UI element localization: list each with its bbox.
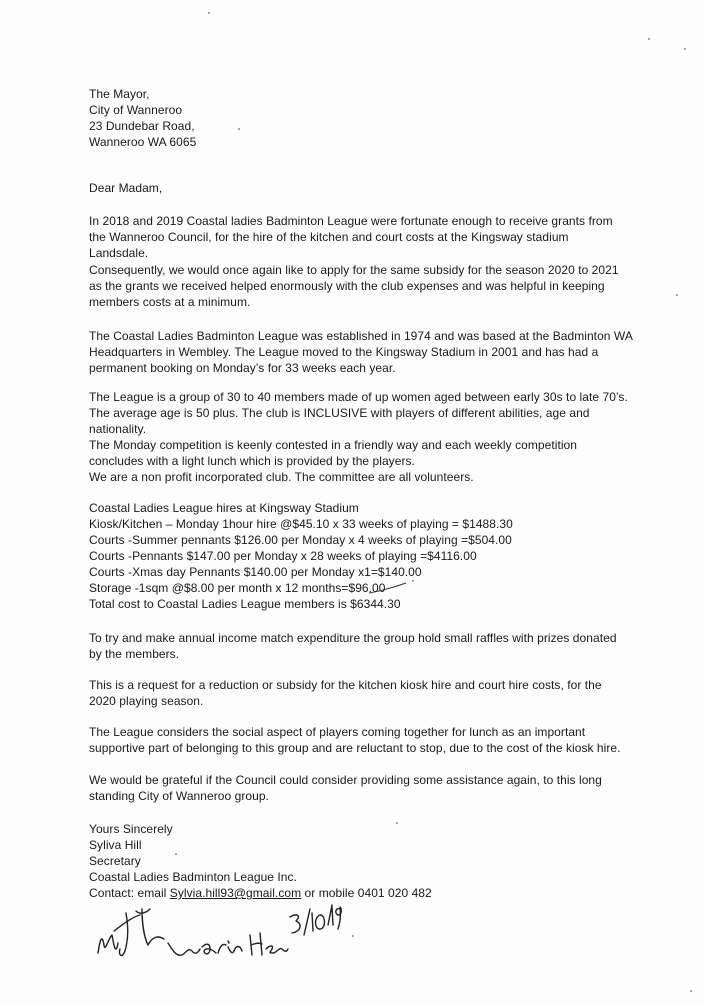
scan-speck: [208, 12, 210, 14]
text-line: nationality.: [89, 422, 147, 436]
sender-title: Secretary: [89, 854, 141, 868]
hire-item: Courts -Pennants $147.00 per Monday x 28 weeks of playing =$4116.00: [89, 549, 477, 563]
contact-prefix: Contact: email: [89, 886, 170, 900]
hire-list-heading: Coastal Ladies League hires at Kingsway Stadium: [89, 501, 359, 515]
scan-speck: [175, 853, 177, 855]
text-line: 2020 playing season.: [89, 694, 204, 708]
text-line: The Coastal Ladies Badminton League was established in 1974 and was based at the Badminton WA: [89, 329, 633, 343]
hire-item: Courts -Xmas day Pennants $140.00 per Monday x1=$140.00: [89, 565, 422, 579]
text-line: supportive part of belonging to this group and are reluctant to stop, due to the cost of the kiosk hire.: [89, 741, 621, 755]
text-line: permanent booking on Monday’s for 33 weeks each year.: [89, 361, 396, 375]
text-line: We are a non profit incorporated club. The committee are all volunteers.: [89, 470, 474, 484]
text-line: standing City of Wanneroo group.: [89, 789, 269, 803]
text-line: as the grants we received helped enormously with the club expenses and was helpful in keeping: [89, 279, 605, 293]
text-line: Headquarters in Wembley. The League moved to the Kingsway Stadium in 2001 and has had a: [89, 345, 599, 359]
handwritten-signature: [92, 895, 342, 975]
scan-speck: [238, 128, 240, 130]
address-org: City of Wanneroo: [89, 103, 183, 117]
contact-suffix: or mobile 0401 020 482: [301, 886, 432, 900]
salutation: Dear Madam,: [89, 181, 163, 195]
text-line: To try and make annual income match expenditure the group hold small raffles with prizes donated: [89, 631, 617, 645]
text-line: This is a request for a reduction or subsidy for the kitchen kiosk hire and court hire costs, for the: [89, 678, 602, 692]
scan-speck: [396, 822, 398, 824]
sign-off: Yours Sincerely: [89, 822, 173, 836]
scan-speck: [352, 935, 354, 937]
hire-item: Courts -Summer pennants $126.00 per Monday x 4 weeks of playing =$504.00: [89, 533, 512, 547]
text-line: Landsdale.: [89, 246, 149, 260]
address-recipient: The Mayor,: [89, 87, 150, 101]
hire-item: Kiosk/Kitchen – Monday 1hour hire @$45.10 x 33 weeks of playing = $1488.30: [89, 517, 513, 531]
scan-speck: [412, 580, 414, 582]
sender-org: Coastal Ladies Badminton League Inc.: [89, 870, 297, 884]
sender-name: Syliva Hill: [89, 838, 142, 852]
address-city: Wanneroo WA 6065: [89, 135, 197, 149]
pen-tick-mark: [368, 582, 408, 596]
email-link[interactable]: Sylvia.hill93@gmail.com: [169, 886, 302, 900]
text-line: We would be grateful if the Council could consider providing some assistance again, to this long: [89, 773, 602, 787]
text-line: The League considers the social aspect of players coming together for lunch as an important: [89, 725, 586, 739]
text-line: Consequently, we would once again like to apply for the same subsidy for the season 2020 to 2021: [89, 263, 619, 277]
text-line: The Monday competition is keenly contested in a friendly way and each weekly competition: [89, 438, 577, 452]
text-line: In 2018 and 2019 Coastal ladies Badminton League were fortunate enough to receive grants from: [89, 214, 613, 228]
scan-speck: [648, 38, 650, 40]
hire-total: Total cost to Coastal Ladies League members is $6344.30: [89, 597, 401, 611]
scan-speck: [676, 294, 678, 296]
address-street: 23 Dundebar Road,: [89, 119, 195, 133]
scan-speck: [684, 48, 686, 50]
text-line: the Wanneroo Council, for the hire of the kitchen and court costs at the Kingsway stadium: [89, 230, 569, 244]
hire-item: Storage -1sqm @$8.00 per month x 12 months=$96.00: [89, 581, 386, 595]
text-line: The League is a group of 30 to 40 members made of up women aged between early 30s to late 70’s.: [89, 390, 628, 404]
text-line: The average age is 50 plus. The club is INCLUSIVE with players of different abilities, age and: [89, 406, 590, 420]
text-line: members costs at a minimum.: [89, 295, 251, 309]
scan-speck: [690, 990, 692, 992]
text-line: by the members.: [89, 647, 180, 661]
text-line: concludes with a light lunch which is provided by the players.: [89, 454, 415, 468]
